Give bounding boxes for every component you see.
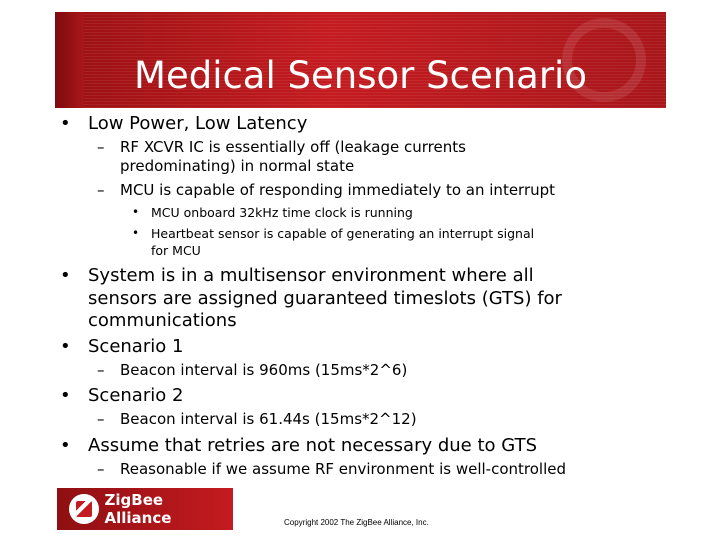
bullet-marker: •: [60, 265, 71, 286]
bullet-text: Scenario 1: [88, 336, 184, 357]
bullet-text: Beacon interval is 960ms (15ms*2^6): [120, 361, 408, 379]
bullet-marker: –: [97, 460, 105, 478]
bullet-text: Reasonable if we assume RF environment is well-controlled: [120, 460, 566, 478]
bullet-text: RF XCVR IC is essentially off (leakage currents: [120, 138, 466, 156]
zigbee-z-icon: [69, 494, 99, 524]
copyright-notice: Copyright 2002 The ZigBee Alliance, Inc.: [284, 518, 429, 527]
slide-title: Medical Sensor Scenario: [134, 54, 587, 97]
bullet-marker: •: [132, 205, 140, 219]
bullet-marker: –: [97, 410, 105, 428]
bullet-text: Low Power, Low Latency: [88, 113, 308, 134]
bullet-marker: –: [97, 138, 105, 156]
bullet-text: sensors are assigned guaranteed timeslots (GTS) for: [88, 288, 562, 309]
bullet-text: Heartbeat sensor is capable of generating an interrupt signal: [151, 226, 535, 241]
bullet-text: communications: [88, 310, 237, 331]
bullet-text: Beacon interval is 61.44s (15ms*2^12): [120, 410, 417, 428]
bullet-text: System is in a multisensor environment where all: [88, 265, 534, 286]
bullet-marker: •: [60, 385, 71, 406]
bullet-marker: •: [60, 435, 71, 456]
bullet-text: Scenario 2: [88, 385, 184, 406]
bullet-marker: –: [97, 181, 105, 199]
bullet-text: MCU onboard 32kHz time clock is running: [151, 205, 413, 220]
bullet-marker: –: [97, 361, 105, 379]
bullet-text: for MCU: [151, 243, 201, 258]
bullet-text: predominating) in normal state: [120, 157, 355, 175]
zigbee-logo-text: ZigBee Alliance: [104, 491, 172, 527]
bullet-text: MCU is capable of responding immediately to an interrupt: [120, 181, 556, 199]
bullet-marker: •: [60, 113, 71, 134]
bullet-text: Assume that retries are not necessary due to GTS: [88, 435, 537, 456]
bullet-marker: •: [60, 336, 71, 357]
bullet-marker: •: [132, 226, 140, 240]
zigbee-logo: [57, 488, 233, 530]
